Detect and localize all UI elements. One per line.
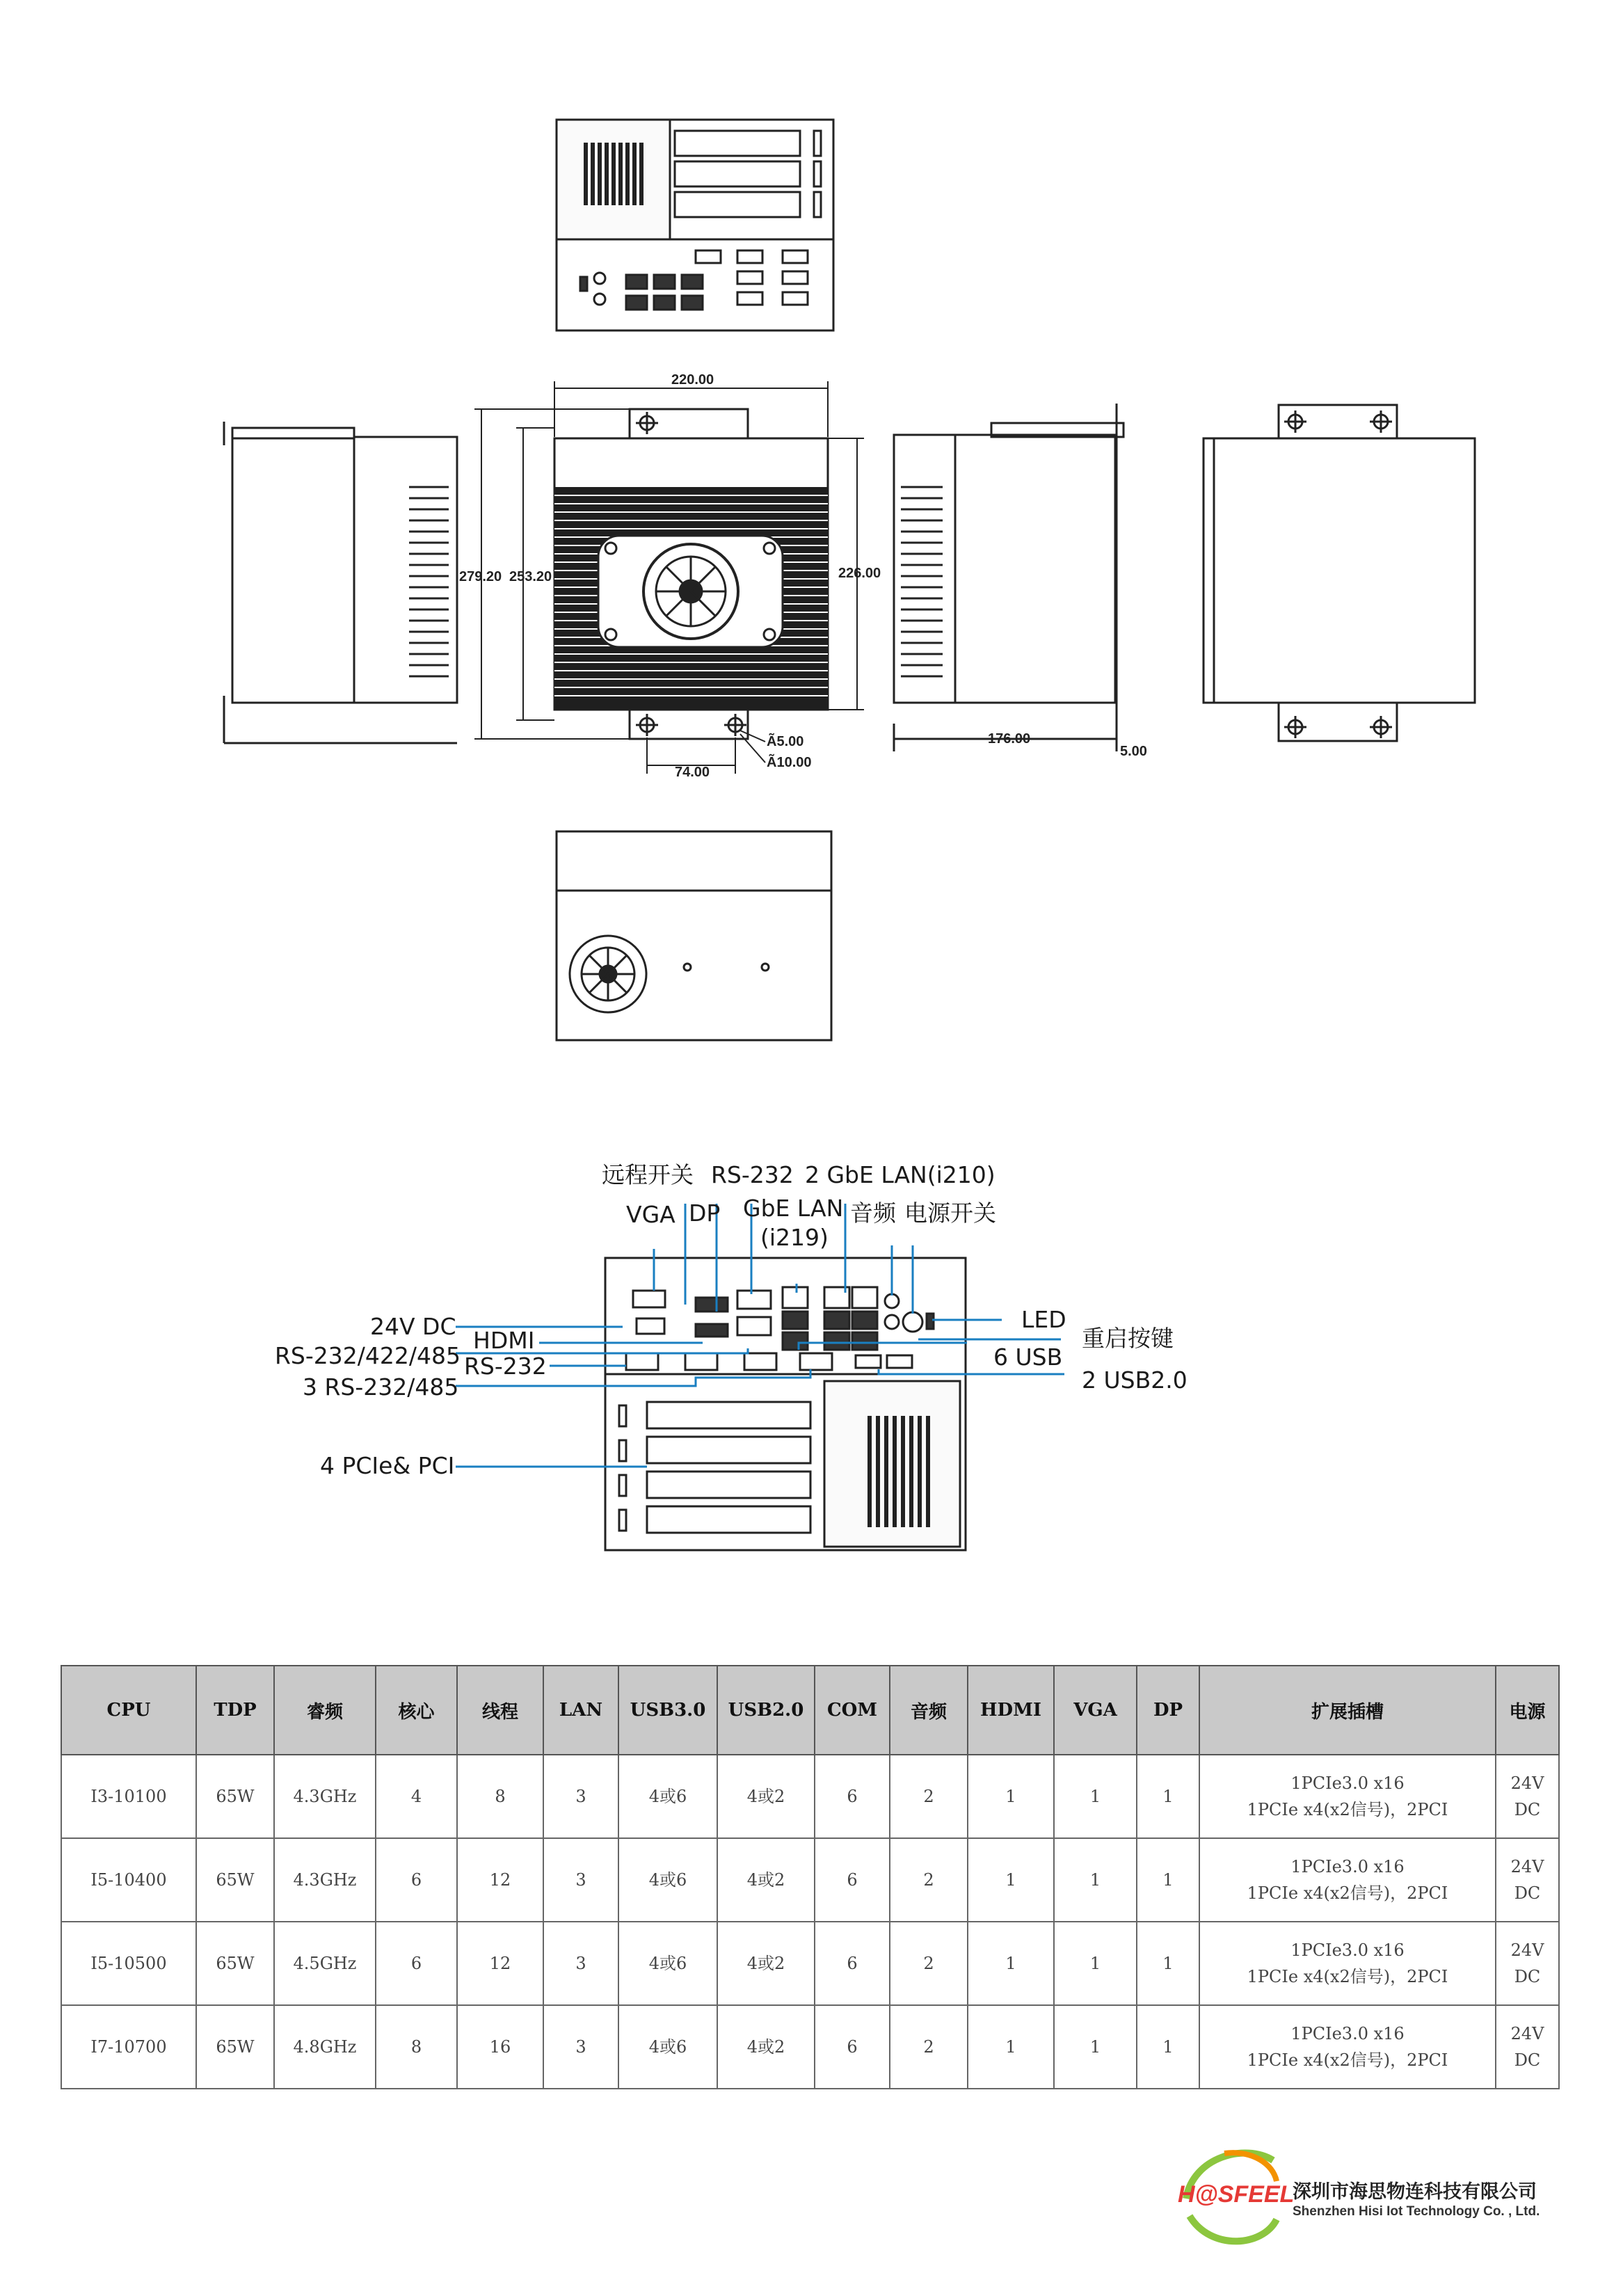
cell-usb30: 4或6 bbox=[618, 2005, 717, 2089]
cell-cpu: I7-10700 bbox=[61, 2005, 196, 2089]
dim-depth: 176.00 bbox=[988, 731, 1031, 747]
cell-threads: 12 bbox=[457, 1922, 543, 2005]
dim-width: 220.00 bbox=[671, 372, 714, 388]
label-remote-switch: 远程开关 bbox=[602, 1161, 694, 1188]
cell-tdp: 65W bbox=[196, 2005, 274, 2089]
cell-audio: 2 bbox=[890, 1838, 968, 1922]
cell-power: 24V DC bbox=[1496, 1755, 1559, 1838]
cell-threads: 16 bbox=[457, 2005, 543, 2089]
header-lan: LAN bbox=[543, 1666, 618, 1755]
spec-table bbox=[61, 1665, 1560, 2089]
header-vga: VGA bbox=[1054, 1666, 1137, 1755]
cell-lan: 3 bbox=[543, 1922, 618, 2005]
label-audio: 音频 bbox=[850, 1199, 896, 1227]
cell-usb20: 4或2 bbox=[717, 2005, 815, 2089]
cell-cpu: I5-10500 bbox=[61, 1922, 196, 2005]
label-gbe-lan-i210: 2 GbE LAN(i210) bbox=[805, 1161, 996, 1188]
company-name-cn: 深圳市海思物连科技有限公司 bbox=[1293, 2181, 1537, 2203]
cell-com: 6 bbox=[815, 1755, 890, 1838]
cell-lan: 3 bbox=[543, 1755, 618, 1838]
cell-expansion bbox=[1199, 1838, 1496, 1922]
header-expansion: 扩展插槽 bbox=[1199, 1666, 1496, 1755]
cell-vga: 1 bbox=[1054, 2005, 1137, 2089]
cell-audio: 2 bbox=[890, 2005, 968, 2089]
dim-height-right: 226.00 bbox=[838, 566, 881, 581]
header-cores: 核心 bbox=[376, 1666, 457, 1755]
label-rs232-top: RS-232 bbox=[711, 1161, 794, 1188]
cell-audio: 2 bbox=[890, 1922, 968, 2005]
expansion-line-1: 1PCIe3.0 x16 bbox=[1290, 1773, 1405, 1793]
label-pcie: 4 PCIe& PCI bbox=[320, 1452, 455, 1479]
cell-power: 24V DC bbox=[1496, 1922, 1559, 2005]
cell-turbo: 4.3GHz bbox=[274, 1755, 376, 1838]
cell-expansion bbox=[1199, 1922, 1496, 2005]
cell-power: 24V DC bbox=[1496, 2005, 1559, 2089]
cell-threads: 12 bbox=[457, 1838, 543, 1922]
cell-cpu: I5-10400 bbox=[61, 1838, 196, 1922]
expansion-line-1: 1PCIe3.0 x16 bbox=[1290, 1857, 1405, 1876]
cell-expansion bbox=[1199, 2005, 1496, 2089]
dim-height-inner: 253.20 bbox=[509, 569, 552, 584]
header-usb20: USB2.0 bbox=[717, 1666, 815, 1755]
expansion-line-2: 1PCIe x4(x2信号)，2PCI bbox=[1247, 1800, 1448, 1819]
header-audio: 音频 bbox=[890, 1666, 968, 1755]
header-dp: DP bbox=[1137, 1666, 1199, 1755]
cell-turbo: 4.5GHz bbox=[274, 1922, 376, 2005]
cell-vga: 1 bbox=[1054, 1922, 1137, 2005]
dim-hole-spacing: 74.00 bbox=[675, 765, 710, 780]
cell-expansion bbox=[1199, 1755, 1496, 1838]
header-cpu: CPU bbox=[61, 1666, 196, 1755]
expansion-line-2: 1PCIe x4(x2信号)，2PCI bbox=[1247, 1967, 1448, 1986]
dim-hole-small: Ã5.00 bbox=[767, 734, 804, 749]
cell-cpu: I3-10100 bbox=[61, 1755, 196, 1838]
cell-usb30: 4或6 bbox=[618, 1922, 717, 2005]
label-reset: 重启按键 bbox=[1082, 1325, 1174, 1352]
label-led: LED bbox=[1021, 1306, 1066, 1333]
header-usb30: USB3.0 bbox=[618, 1666, 717, 1755]
cell-lan: 3 bbox=[543, 2005, 618, 2089]
cell-usb30: 4或6 bbox=[618, 1838, 717, 1922]
cell-com: 6 bbox=[815, 1838, 890, 1922]
cell-hdmi: 1 bbox=[968, 1755, 1054, 1838]
cell-hdmi: 1 bbox=[968, 2005, 1054, 2089]
cell-hdmi: 1 bbox=[968, 1922, 1054, 2005]
cell-dp: 1 bbox=[1137, 2005, 1199, 2089]
cell-com: 6 bbox=[815, 1922, 890, 2005]
table-row bbox=[61, 2005, 1559, 2089]
label-dp: DP bbox=[689, 1199, 721, 1227]
cell-dp: 1 bbox=[1137, 1922, 1199, 2005]
cell-cores: 6 bbox=[376, 1922, 457, 2005]
expansion-line-2: 1PCIe x4(x2信号)，2PCI bbox=[1247, 2050, 1448, 2070]
header-power: 电源 bbox=[1496, 1666, 1559, 1755]
label-hdmi: HDMI bbox=[473, 1327, 535, 1354]
cell-turbo: 4.8GHz bbox=[274, 2005, 376, 2089]
label-i219: (i219) bbox=[760, 1224, 829, 1251]
header-threads: 线程 bbox=[457, 1666, 543, 1755]
company-name-en: Shenzhen Hisi Iot Technology Co. , Ltd. bbox=[1293, 2204, 1540, 2219]
cell-com: 6 bbox=[815, 2005, 890, 2089]
table-header-row bbox=[61, 1666, 1559, 1755]
cell-tdp: 65W bbox=[196, 1838, 274, 1922]
label-24v-dc: 24V DC bbox=[370, 1313, 456, 1340]
label-gbe-lan: GbE LAN bbox=[743, 1195, 844, 1222]
cell-cores: 4 bbox=[376, 1755, 457, 1838]
expansion-line-1: 1PCIe3.0 x16 bbox=[1290, 1940, 1405, 1960]
logo-text: H@SFEEL bbox=[1178, 2181, 1295, 2208]
label-2-usb20: 2 USB2.0 bbox=[1082, 1366, 1188, 1394]
dim-hole-large: Ã10.00 bbox=[767, 755, 812, 770]
header-tdp: TDP bbox=[196, 1666, 274, 1755]
header-com: COM bbox=[815, 1666, 890, 1755]
cell-vga: 1 bbox=[1054, 1755, 1137, 1838]
expansion-line-1: 1PCIe3.0 x16 bbox=[1290, 2024, 1405, 2043]
label-rs232: RS-232 bbox=[464, 1353, 547, 1380]
cell-cores: 8 bbox=[376, 2005, 457, 2089]
cell-vga: 1 bbox=[1054, 1838, 1137, 1922]
dim-height-outer: 279.20 bbox=[459, 569, 502, 584]
cell-cores: 6 bbox=[376, 1838, 457, 1922]
expansion-line-2: 1PCIe x4(x2信号)，2PCI bbox=[1247, 1883, 1448, 1903]
label-3-rs232-485: 3 RS-232/485 bbox=[303, 1373, 459, 1401]
label-vga: VGA bbox=[626, 1201, 675, 1228]
cell-power: 24V DC bbox=[1496, 1838, 1559, 1922]
header-hdmi: HDMI bbox=[968, 1666, 1054, 1755]
table-row bbox=[61, 1838, 1559, 1922]
cell-tdp: 65W bbox=[196, 1755, 274, 1838]
header-turbo: 睿频 bbox=[274, 1666, 376, 1755]
cell-usb20: 4或2 bbox=[717, 1922, 815, 2005]
label-rs232-422-485: RS-232/422/485 bbox=[275, 1342, 461, 1369]
cell-tdp: 65W bbox=[196, 1922, 274, 2005]
table-row bbox=[61, 1922, 1559, 2005]
cell-lan: 3 bbox=[543, 1838, 618, 1922]
cell-dp: 1 bbox=[1137, 1755, 1199, 1838]
cell-audio: 2 bbox=[890, 1755, 968, 1838]
cell-dp: 1 bbox=[1137, 1838, 1199, 1922]
cell-hdmi: 1 bbox=[968, 1838, 1054, 1922]
cell-usb30: 4或6 bbox=[618, 1755, 717, 1838]
label-6-usb: 6 USB bbox=[993, 1344, 1063, 1371]
dim-offset: 5.00 bbox=[1120, 744, 1147, 759]
cell-threads: 8 bbox=[457, 1755, 543, 1838]
table-row bbox=[61, 1755, 1559, 1838]
label-power-switch: 电源开关 bbox=[904, 1199, 996, 1227]
cell-usb20: 4或2 bbox=[717, 1755, 815, 1838]
cell-usb20: 4或2 bbox=[717, 1838, 815, 1922]
cell-turbo: 4.3GHz bbox=[274, 1838, 376, 1922]
